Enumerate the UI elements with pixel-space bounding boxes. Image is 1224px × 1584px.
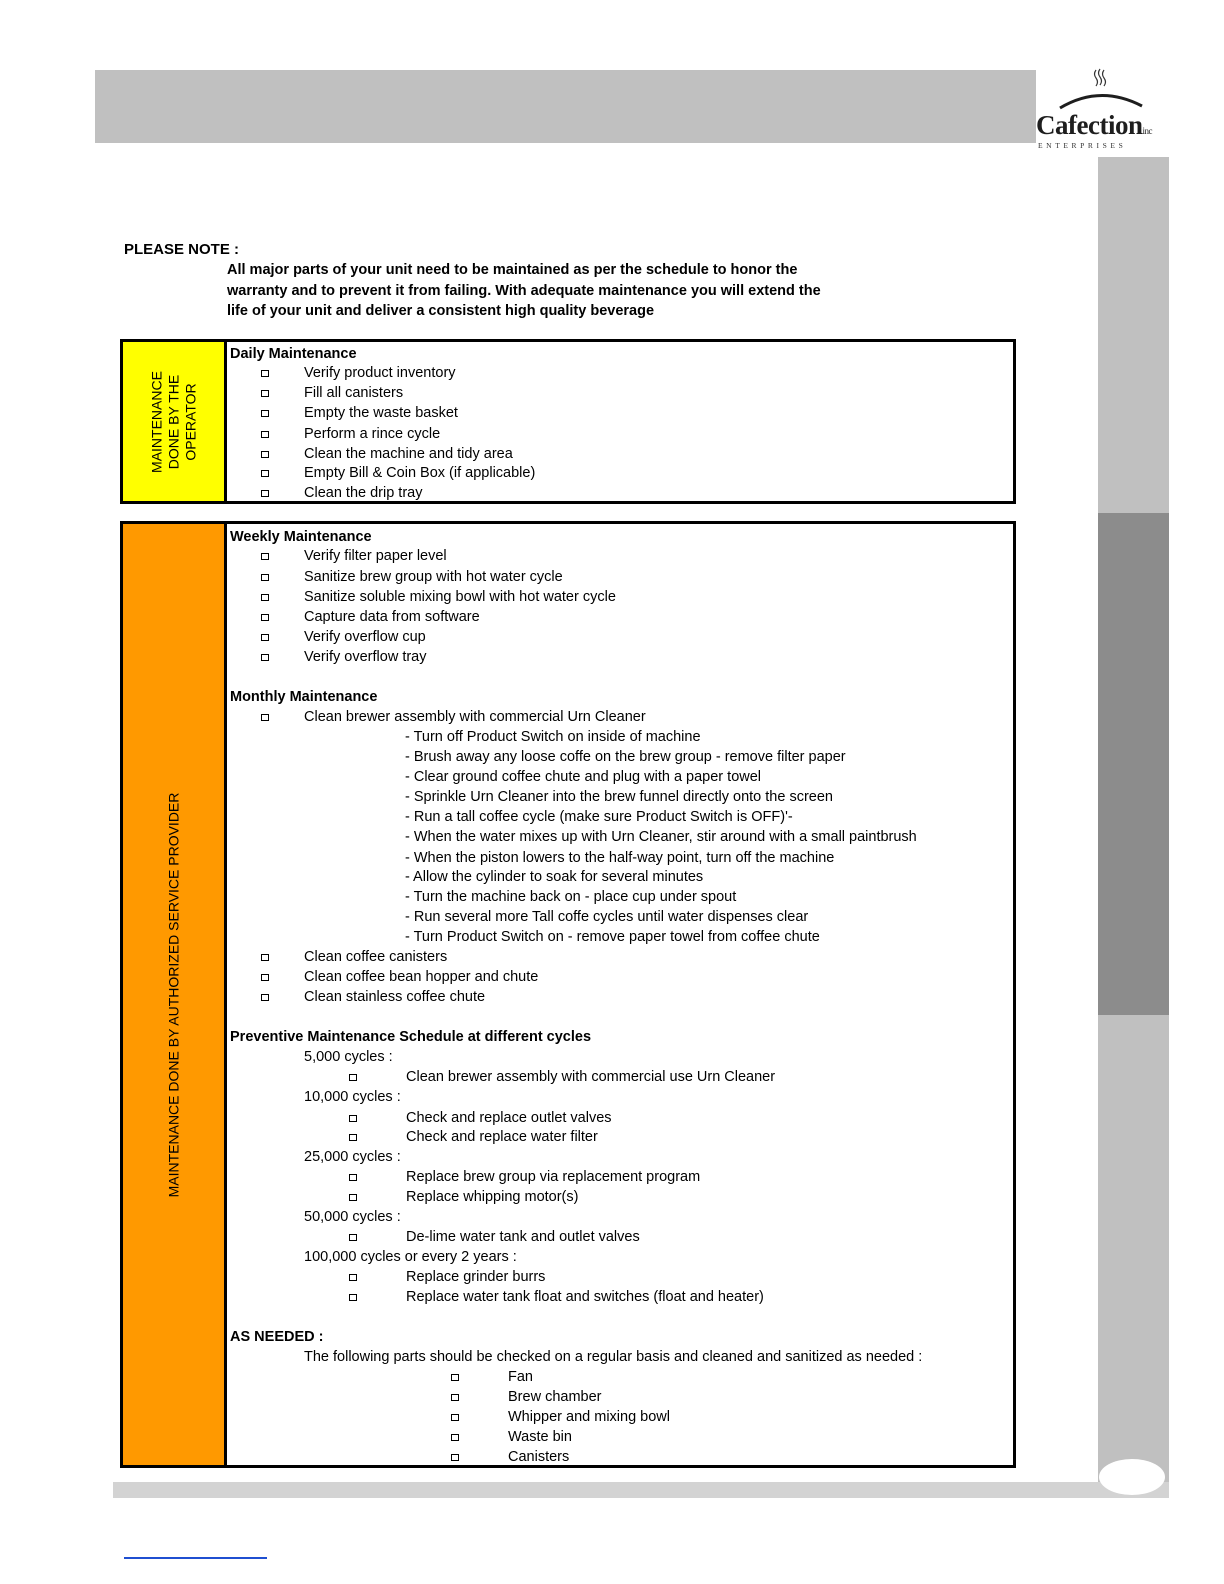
- bullet-icon: [261, 390, 269, 397]
- bullet-icon: [451, 1434, 459, 1441]
- logo-subtitle: ENTERPRISES: [1038, 141, 1127, 150]
- cycle-label: 100,000 cycles or every 2 years :: [304, 1249, 517, 1265]
- step-item: - When the water mixes up with Urn Cleaner, stir around with a small paintbrush: [405, 829, 917, 845]
- list-item: Empty Bill & Coin Box (if applicable): [304, 465, 536, 481]
- list-item: Fan: [508, 1369, 533, 1385]
- bullet-icon: [349, 1134, 357, 1141]
- as-needed-intro: The following parts should be checked on a regular basis and cleaned and sanitized as needed :: [304, 1349, 923, 1365]
- cycle-label: 50,000 cycles :: [304, 1209, 401, 1225]
- list-item: Verify filter paper level: [304, 548, 447, 564]
- bullet-icon: [261, 594, 269, 601]
- as-needed-title: AS NEEDED :: [230, 1329, 324, 1345]
- note-line: warranty and to prevent it from failing. With adequate maintenance you will extend the: [227, 282, 821, 299]
- list-item: Capture data from software: [304, 609, 480, 625]
- bullet-icon: [451, 1374, 459, 1381]
- side-tab-active: [1098, 513, 1169, 1015]
- list-item: Clean coffee bean hopper and chute: [304, 969, 539, 985]
- bullet-icon: [261, 370, 269, 377]
- list-item: Check and replace water filter: [406, 1129, 598, 1145]
- step-item: - Turn off Product Switch on inside of machine: [405, 729, 701, 745]
- operator-side-label: [123, 342, 227, 501]
- daily-content: [227, 342, 1013, 501]
- preventive-title: Preventive Maintenance Schedule at different cycles: [230, 1029, 592, 1045]
- note-title: PLEASE NOTE :: [124, 241, 240, 258]
- operator-side-label-text: MAINTENANCE DONE BY THE OPERATOR: [148, 370, 198, 473]
- step-item: - Allow the cylinder to soak for several minutes: [405, 869, 704, 885]
- page-number-oval: [1099, 1459, 1165, 1495]
- header-bar: [95, 70, 1036, 143]
- step-item: - Run several more Tall coffe cycles until water dispenses clear: [405, 909, 809, 925]
- note-body: [227, 260, 907, 322]
- list-item: Clean the machine and tidy area: [304, 446, 513, 462]
- list-item: Clean brewer assembly with commercial Urn Cleaner: [304, 709, 646, 725]
- list-item: Verify overflow cup: [304, 629, 426, 645]
- bullet-icon: [261, 431, 269, 438]
- cycle-label: 10,000 cycles :: [304, 1089, 401, 1105]
- footer-bar: [113, 1482, 1169, 1498]
- list-item: Replace grinder burrs: [406, 1269, 546, 1285]
- bullet-icon: [261, 714, 269, 721]
- step-item: - When the piston lowers to the half-way point, turn off the machine: [405, 850, 835, 866]
- step-item: - Sprinkle Urn Cleaner into the brew funnel directly onto the screen: [405, 789, 833, 805]
- bullet-icon: [261, 490, 269, 497]
- bullet-icon: [261, 994, 269, 1001]
- steam-icon: [1034, 66, 1174, 116]
- cycle-label: 5,000 cycles :: [304, 1049, 393, 1065]
- weekly-title: Weekly Maintenance: [230, 529, 372, 545]
- bullet-icon: [261, 574, 269, 581]
- footer-link-underline[interactable]: [124, 1557, 267, 1559]
- list-item: Replace whipping motor(s): [406, 1189, 579, 1205]
- provider-side-label-text: MAINTENANCE DONE BY AUTHORIZED SERVICE PROVIDER: [165, 792, 181, 1197]
- operator-maintenance-box: [120, 339, 1016, 504]
- logo-name: Cafectioninc: [1036, 110, 1152, 140]
- provider-side-label: [123, 524, 227, 1465]
- list-item: Canisters: [508, 1449, 570, 1465]
- list-item: Fill all canisters: [304, 385, 404, 401]
- bullet-icon: [261, 974, 269, 981]
- list-item: Sanitize soluble mixing bowl with hot water cycle: [304, 589, 616, 605]
- list-item: Brew chamber: [508, 1389, 602, 1405]
- list-item: Check and replace outlet valves: [406, 1110, 612, 1126]
- step-item: - Clear ground coffee chute and plug with a paper towel: [405, 769, 762, 785]
- side-tab-light-top: [1098, 157, 1169, 513]
- monthly-title: Monthly Maintenance: [230, 689, 378, 705]
- list-item: Sanitize brew group with hot water cycle: [304, 569, 563, 585]
- bullet-icon: [349, 1174, 357, 1181]
- bullet-icon: [261, 451, 269, 458]
- bullet-icon: [349, 1115, 357, 1122]
- bullet-icon: [261, 614, 269, 621]
- step-item: - Run a tall coffee cycle (make sure Product Switch is OFF)'-: [405, 809, 793, 825]
- bullet-icon: [261, 634, 269, 641]
- bullet-icon: [349, 1234, 357, 1241]
- note-line: All major parts of your unit need to be maintained as per the schedule to honor the: [227, 262, 798, 278]
- bullet-icon: [261, 954, 269, 961]
- list-item: Replace brew group via replacement program: [406, 1169, 701, 1185]
- daily-title: Daily Maintenance: [230, 346, 357, 362]
- list-item: Waste bin: [508, 1429, 572, 1445]
- list-item: Perform a rince cycle: [304, 426, 441, 442]
- list-item: Clean brewer assembly with commercial use Urn Cleaner: [406, 1069, 776, 1085]
- bullet-icon: [451, 1414, 459, 1421]
- side-tab-light-bottom: [1098, 1015, 1169, 1498]
- provider-maintenance-box: [120, 521, 1016, 1468]
- step-item: - Turn the machine back on - place cup under spout: [405, 889, 737, 905]
- bullet-icon: [451, 1454, 459, 1461]
- bullet-icon: [349, 1294, 357, 1301]
- list-item: Clean stainless coffee chute: [304, 989, 486, 1005]
- list-item: Clean coffee canisters: [304, 949, 448, 965]
- step-item: - Turn Product Switch on - remove paper towel from coffee chute: [405, 929, 820, 945]
- list-item: Whipper and mixing bowl: [508, 1409, 670, 1425]
- bullet-icon: [451, 1394, 459, 1401]
- cycle-label: 25,000 cycles :: [304, 1149, 401, 1165]
- list-item: Verify product inventory: [304, 365, 456, 381]
- bullet-icon: [349, 1274, 357, 1281]
- list-item: Replace water tank float and switches (float and heater): [406, 1289, 764, 1305]
- step-item: - Brush away any loose coffe on the brew group - remove filter paper: [405, 749, 846, 765]
- bullet-icon: [261, 470, 269, 477]
- bullet-icon: [349, 1074, 357, 1081]
- bullet-icon: [261, 410, 269, 417]
- bullet-icon: [261, 654, 269, 661]
- company-logo: [1034, 66, 1174, 156]
- list-item: Clean the drip tray: [304, 485, 423, 501]
- bullet-icon: [261, 553, 269, 560]
- note-line: life of your unit and deliver a consistent high quality beverage: [227, 303, 655, 319]
- list-item: Empty the waste basket: [304, 405, 458, 421]
- list-item: Verify overflow tray: [304, 649, 427, 665]
- list-item: De-lime water tank and outlet valves: [406, 1229, 640, 1245]
- bullet-icon: [349, 1194, 357, 1201]
- provider-content: [227, 524, 1013, 1465]
